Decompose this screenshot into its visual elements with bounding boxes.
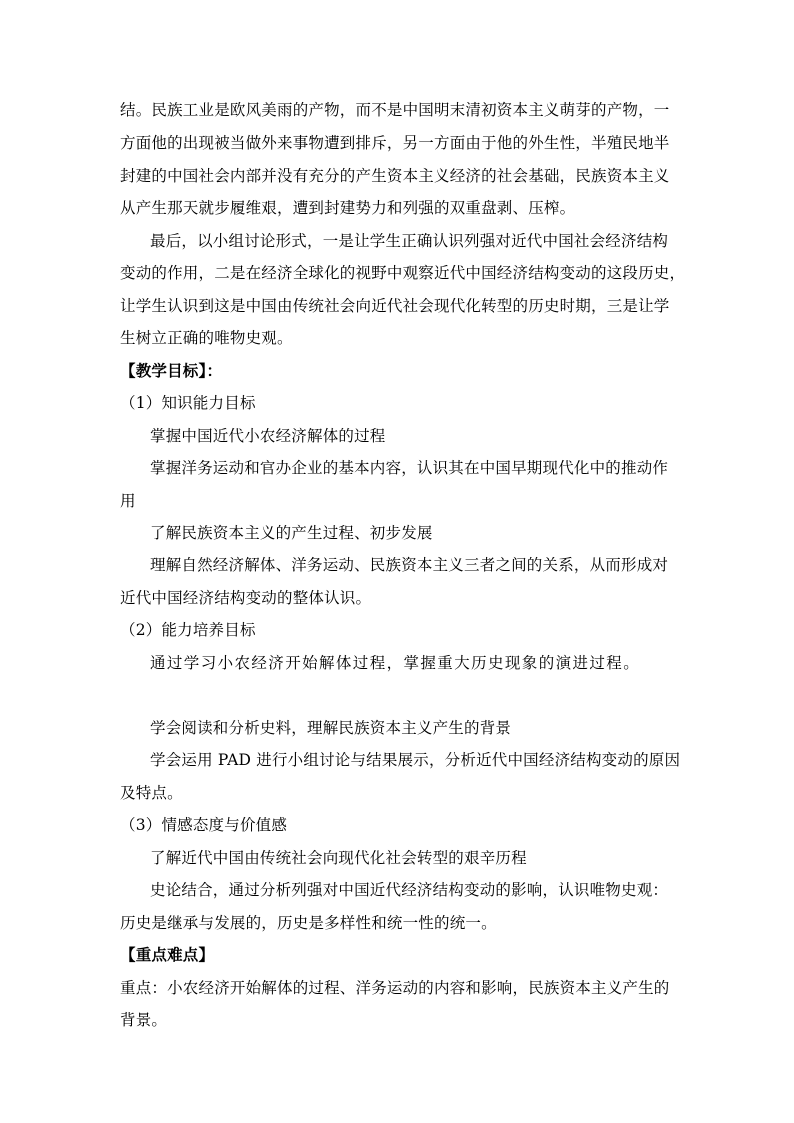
list-item: 掌握洋务运动和官办企业的基本内容，认识其在中国早期现代化中的推动作 (150, 459, 669, 477)
list-item: 学会运用 PAD 进行小组讨论与结果展示，分析近代中国经济结构变动的原因 (150, 751, 681, 769)
paragraph-line: 让学生认识到这是中国由传统社会向近代社会现代化转型的历史时期，三是让学 (120, 297, 670, 315)
section-heading-key-points: 【重点难点】 (120, 945, 215, 964)
paragraph-line: 封建的中国社会内部并没有充分的产生资本主义经济的社会基础，民族资本主义 (120, 167, 670, 185)
paragraph-line: 从产生那天就步履维艰，遭到封建势力和列强的双重盘剥、压榨。 (120, 199, 576, 217)
list-item: 史论结合，通过分析列强对中国近代经济结构变动的影响，认识唯物史观： (150, 881, 669, 899)
list-item: 掌握中国近代小农经济解体的过程 (150, 427, 386, 445)
subheading-attitude-values: （3）情感态度与价值感 (120, 816, 288, 834)
list-item: 通过学习小农经济开始解体过程，掌握重大历史现象的演进过程。 (150, 654, 641, 672)
subheading-ability-goals: （2）能力培养目标 (120, 621, 256, 639)
list-item: 理解自然经济解体、洋务运动、民族资本主义三者之间的关系，从而形成对 (150, 556, 669, 574)
section-heading-teaching-goals: 【教学目标】： (120, 361, 223, 380)
list-item: 了解民族资本主义的产生过程、初步发展 (150, 524, 433, 542)
paragraph-line: 背景。 (120, 1011, 168, 1029)
list-item-continuation: 历史是继承与发展的，历史是多样性和统一性的统一。 (120, 914, 497, 932)
paragraph-line: 变动的作用，二是在经济全球化的视野中观察近代中国经济结构变动的这段历史， (120, 264, 686, 282)
subheading-knowledge-goals: （1）知识能力目标 (120, 394, 256, 412)
list-item-continuation: 用 (120, 492, 136, 510)
paragraph-line: 重点：小农经济开始解体的过程、洋务运动的内容和影响，民族资本主义产生的 (120, 979, 670, 997)
paragraph-line: 最后，以小组讨论形式，一是让学生正确认识列强对近代中国社会经济结构 (150, 232, 669, 250)
paragraph-line: 结。民族工业是欧风美雨的产物，而不是中国明末清初资本主义萌芽的产物，一 (120, 101, 670, 119)
list-item: 了解近代中国由传统社会向现代化社会转型的艰辛历程 (150, 849, 527, 867)
paragraph-line: 生树立正确的唯物史观。 (120, 329, 293, 347)
paragraph-line: 方面他的出现被当做外来事物遭到排斥，另一方面由于他的外生性，半殖民地半 (120, 134, 670, 152)
list-item: 学会阅读和分析史料，理解民族资本主义产生的背景 (150, 719, 512, 737)
list-item-continuation: 近代中国经济结构变动的整体认识。 (120, 589, 372, 607)
list-item-continuation: 及特点。 (120, 784, 183, 802)
